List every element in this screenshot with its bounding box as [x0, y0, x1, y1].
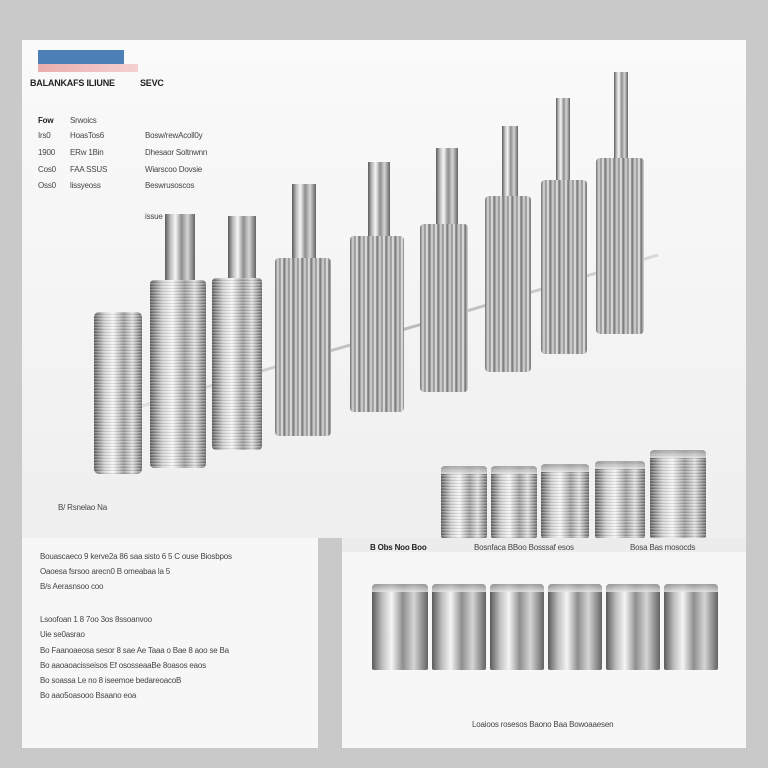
bottom-right-header-mid: Bosnfaca BBoo Bosssaf esos: [474, 543, 574, 552]
large-can-4: [548, 584, 602, 670]
text-line: Bo soassa Le no 8 iseemoe bedareoacoB: [40, 676, 182, 685]
spec-cell: 1900: [38, 148, 55, 157]
large-can-5: [606, 584, 660, 670]
spec-cell: Bosw/rewAcoll0y: [145, 131, 203, 140]
metal-shaft-4: [292, 184, 316, 264]
metal-shaft-9: [614, 72, 628, 164]
spec-cell: Irs0: [38, 131, 51, 140]
spec-cell: Wiarscoo Dovsie: [145, 165, 203, 174]
metal-cylinder-9: [596, 158, 644, 334]
small-can-2: [491, 466, 537, 538]
metal-cylinder-5: [350, 236, 404, 412]
large-can-2: [432, 584, 486, 670]
large-can-3: [490, 584, 544, 670]
small-can-5: [650, 450, 706, 538]
spec-cell: Srwoics: [70, 116, 97, 125]
brand-logo-accent: [38, 64, 138, 72]
metal-cylinder-3: [212, 278, 262, 450]
small-can-4: [595, 461, 645, 538]
spec-cell: Oss0: [38, 181, 56, 190]
small-can-3: [541, 464, 589, 538]
spec-cell: HoasTos6: [70, 131, 104, 140]
text-line: Bo aaoaoacisseisos Ef ososseaaBe 8oasos eaos: [40, 661, 206, 670]
bottom-right-header-right: Bosa Bas mosocds: [630, 543, 696, 552]
spec-cell: FAA SSUS: [70, 165, 108, 174]
spec-cell: Dhesaor Soltnwnn: [145, 148, 208, 157]
metal-cylinder-1: [94, 312, 142, 474]
large-can-1: [372, 584, 428, 670]
metal-shaft-5: [368, 162, 390, 240]
spec-cell: issue: [145, 212, 163, 221]
text-line: B/s Aerasnsoo coo: [40, 582, 104, 591]
text-line: Bo aao5oasooo Bsaano eoa: [40, 691, 137, 700]
metal-shaft-8: [556, 98, 570, 184]
small-can-1: [441, 466, 487, 538]
bottom-right-header-left: B Obs Noo Boo: [370, 543, 427, 552]
metal-shaft-3: [228, 216, 256, 282]
spec-cell: lissyeoss: [70, 181, 101, 190]
metal-shaft-7: [502, 126, 518, 200]
metal-shaft-2: [165, 214, 195, 284]
spec-cell: Beswrusoscos: [145, 181, 195, 190]
text-line: Lsoofoan 1 8 7oo 3os 8ssoanvoo: [40, 615, 152, 624]
metal-cylinder-4: [275, 258, 331, 436]
page-title-right: SEVC: [140, 78, 164, 88]
metal-cylinder-6: [420, 224, 468, 392]
text-line: Oaoesa fsrsoo arecn0 B omeabaa la 5: [40, 567, 170, 576]
spec-cell: ERw 1Bin: [70, 148, 104, 157]
metal-shaft-6: [436, 148, 458, 230]
page-title: BALANKAFS ILIUNE: [30, 78, 115, 88]
metal-cylinder-8: [541, 180, 587, 354]
brand-logo-bar: [38, 50, 124, 64]
text-line: Bo Faanoaeosa sesor 8 sae Ae Taaa o Bae 8 aoo se Ba: [40, 646, 229, 655]
bottom-right-footer: Loaioos rosesos Baono Baa Bowoaaesen: [472, 720, 614, 729]
text-line: Bouascaeco 9 kerve2a 86 saa sisto 6 5 C ouse Biosbpos: [40, 552, 232, 561]
large-can-6: [664, 584, 718, 670]
metal-cylinder-2: [150, 280, 206, 468]
text-line: Uie se0asrao: [40, 630, 85, 639]
spec-cell: Fow: [38, 116, 54, 125]
spec-cell: Cos0: [38, 165, 56, 174]
chart-caption: B/ Rsnelao Na: [58, 503, 107, 512]
metal-cylinder-7: [485, 196, 531, 372]
